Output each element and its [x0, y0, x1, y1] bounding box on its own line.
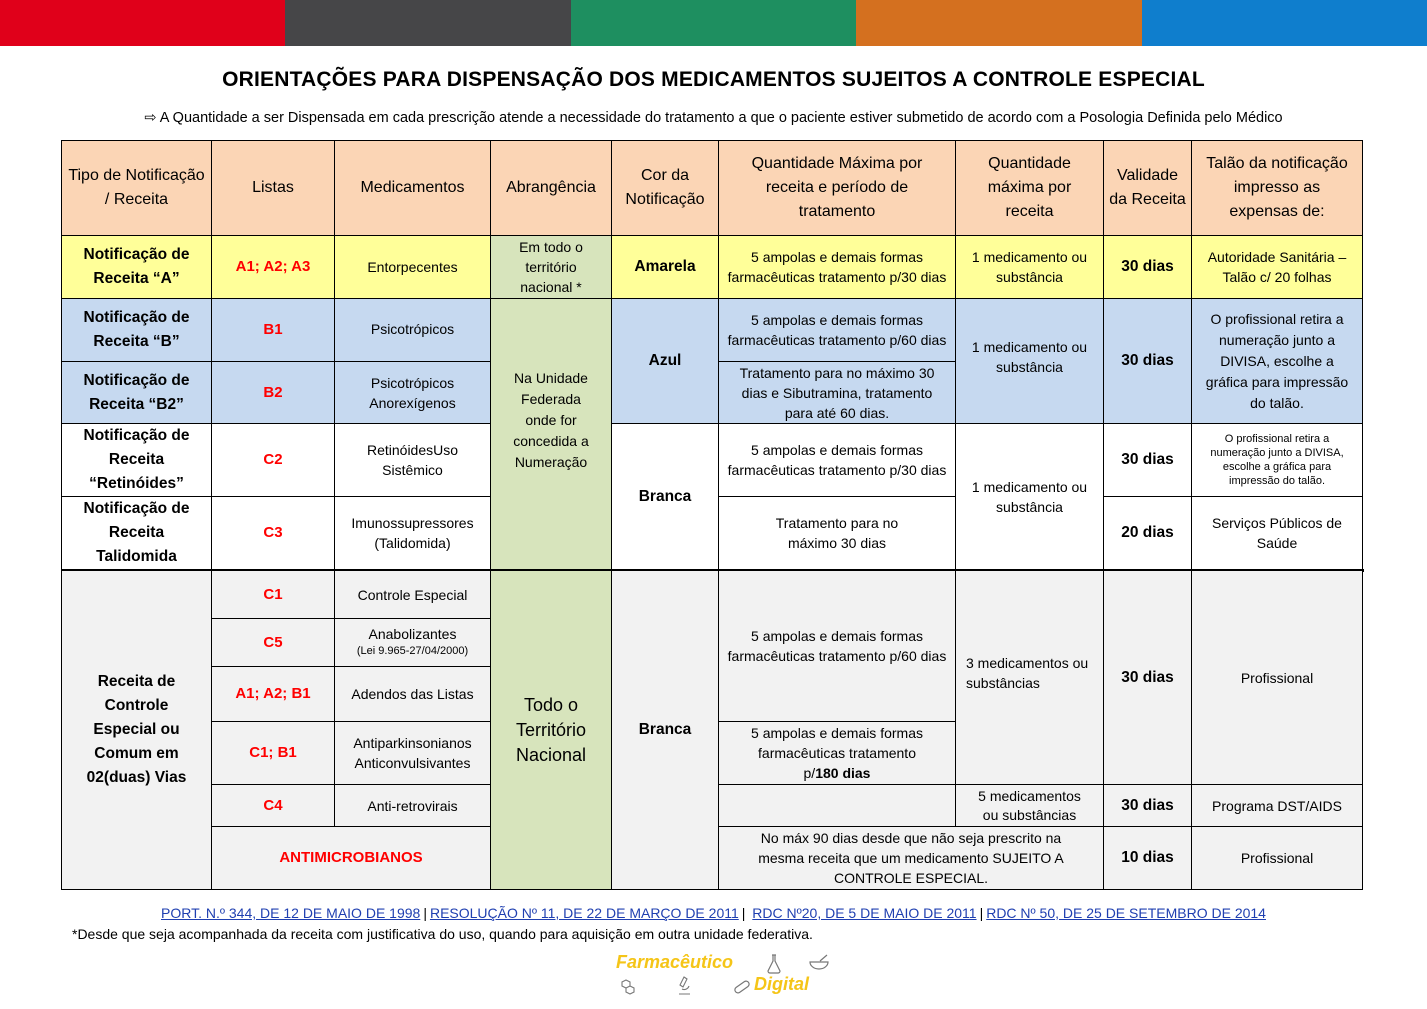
row-b2-tipo: Notificação de Receita “B2”	[61, 361, 212, 424]
special-validade-30: 30 dias	[1103, 570, 1192, 785]
arrow-right-icon: ⇨	[144, 110, 157, 126]
subtitle-text: A Quantidade a ser Dispensada em cada prescrição atende a necessidade do tratamento a que o paciente estiver submetido de acordo com a Posologia Definida pelo Médico	[159, 110, 1283, 126]
ref-rdc-20[interactable]: RDC Nº20, DE 5 DE MAIO DE 2011	[752, 905, 977, 921]
row-b2-listas: B2	[211, 361, 335, 424]
footnote: *Desde que seja acompanhada da receita com justificativa do uso, quando para aquisição em outra unidade federativa.	[72, 926, 813, 942]
header-cor: Cor da Notificação	[611, 140, 719, 236]
row-c2-talao: O profissional retira a numeração junto a DIVISA, escolhe a gráfica para impressão do talão.	[1191, 423, 1363, 497]
antimicrobianos-validade: 10 dias	[1103, 826, 1192, 890]
special-cor: Branca	[611, 570, 719, 890]
special-c5-medicamentos	[334, 618, 491, 667]
row-a-qtd-periodo: 5 ampolas e demais formas farmacêuticas tratamento p/30 dias	[718, 235, 956, 299]
logo-line2: Digital	[754, 974, 810, 994]
row-a-tipo: Notificação de Receita “A”	[61, 235, 212, 299]
special-c4-medicamentos: Anti-retrovirais	[334, 784, 491, 827]
group-b-validade: 30 dias	[1103, 298, 1192, 424]
header-qtd-periodo: Quantidade Máxima por receita e período de tratamento	[718, 140, 956, 236]
qtd-180-bold: 180 dias	[815, 765, 871, 781]
header-bar-orange	[856, 0, 1142, 46]
c5-medicamentos-note: (Lei 9.965-27/04/2000)	[356, 645, 469, 657]
header-tipo: Tipo de Notificação / Receita	[61, 140, 212, 236]
references	[0, 905, 1427, 921]
row-c3-qtd-periodo: Tratamento para no máximo 30 dias	[718, 496, 956, 570]
special-tipo: Receita de Controle Especial ou Comum em 02(duas) Vias	[61, 570, 212, 890]
row-b2-medicamentos: Psicotrópicos Anorexígenos	[334, 361, 491, 424]
group-c-qtd-max: 1 medicamento ou substância	[955, 423, 1104, 570]
row-a-cor: Amarela	[611, 235, 719, 299]
special-c1b1-medicamentos: Antiparkinsonianos Anticonvulsivantes	[334, 721, 491, 785]
row-c2-listas: C2	[211, 423, 335, 497]
header-medicamentos: Medicamentos	[334, 140, 491, 236]
row-c2-validade: 30 dias	[1103, 423, 1192, 497]
row-b-tipo: Notificação de Receita “B”	[61, 298, 212, 362]
header-bar-red	[0, 0, 285, 46]
special-c5-listas: C5	[211, 618, 335, 667]
logo-line1: Farmacêutico	[616, 952, 734, 972]
row-c2-tipo: Notificação de Receita “Retinóides”	[61, 423, 212, 497]
header-qtd-max: Quantidade máxima por receita	[955, 140, 1104, 236]
qtd-180-text	[741, 723, 933, 783]
special-c4-qtd-periodo	[718, 784, 956, 827]
special-a1a2b1-medicamentos: Adendos das Listas	[334, 666, 491, 722]
special-c4-talao: Programa DST/AIDS	[1191, 784, 1363, 827]
pill-icon	[732, 978, 752, 996]
row-a-abrangencia: Em todo o território nacional *	[490, 235, 612, 299]
row-b-listas: B1	[211, 298, 335, 362]
antimicrobianos-talao: Profissional	[1191, 826, 1363, 890]
special-c4-qtd-max: 5 medicamentos ou substâncias	[955, 784, 1104, 827]
header-talao: Talão da notificação impresso as expensas de:	[1191, 140, 1363, 236]
molecule-icon	[620, 978, 640, 996]
ref-separator: |	[423, 905, 427, 921]
ref-separator: |	[979, 905, 984, 921]
ref-separator: |	[741, 905, 746, 921]
group-b-talao: O profissional retira a numeração junto a DIVISA, escolhe a gráfica para impressão do talão.	[1191, 298, 1363, 424]
row-c3-validade: 20 dias	[1103, 496, 1192, 570]
group-b-cor: Azul	[611, 298, 719, 424]
header-abrangencia: Abrangência	[490, 140, 612, 236]
header-validade: Validade da Receita	[1103, 140, 1192, 236]
row-a-listas: A1; A2; A3	[211, 235, 335, 299]
mortar-icon	[808, 954, 830, 972]
special-antimicrobianos-label: ANTIMICROBIANOS	[211, 826, 491, 890]
group-b-qtd-max: 1 medicamento ou substância	[955, 298, 1104, 424]
antimicrobianos-qtd: No máx 90 dias desde que não seja prescrito na mesma receita que um medicamento SUJEITO A CONTROLE ESPECIAL.	[718, 826, 1104, 890]
special-abrangencia: Todo o Território Nacional	[490, 570, 612, 890]
row-a-talao: Autoridade Sanitária – Talão c/ 20 folhas	[1191, 235, 1363, 299]
header-bar-green	[571, 0, 856, 46]
special-c1-listas: C1	[211, 570, 335, 619]
ref-port-344[interactable]: PORT. N.º 344, DE 12 DE MAIO DE 1998	[161, 905, 421, 921]
abrangencia-uf: Na Unidade Federada onde for concedida a Numeração	[490, 298, 612, 570]
row-a-medicamentos: Entorpecentes	[334, 235, 491, 299]
page-title: ORIENTAÇÕES PARA DISPENSAÇÃO DOS MEDICAMENTOS SUJEITOS A CONTROLE ESPECIAL	[222, 68, 1205, 91]
flask-icon	[766, 954, 782, 974]
special-c1-medicamentos: Controle Especial	[334, 570, 491, 619]
header-bar-grey	[285, 0, 571, 46]
row-c3-tipo: Notificação de Receita Talidomida	[61, 496, 212, 570]
header-bar-blue	[1142, 0, 1427, 46]
special-qtd-periodo-180	[718, 721, 956, 785]
row-c3-talao: Serviços Públicos de Saúde	[1191, 496, 1363, 570]
subtitle	[0, 110, 1427, 126]
c5-medicamentos-label: Anabolizantes	[368, 626, 457, 642]
row-b-medicamentos: Psicotrópicos	[334, 298, 491, 362]
special-qtd-max-3: 3 medicamentos ou substâncias	[955, 570, 1104, 785]
special-talao-profissional: Profissional	[1191, 570, 1363, 785]
ref-rdc-50[interactable]: RDC Nº 50, DE 25 DE SETEMBRO DE 2014	[986, 905, 1266, 921]
row-c2-medicamentos: RetinóidesUso Sistêmico	[334, 423, 491, 497]
special-a1a2b1-listas: A1; A2; B1	[211, 666, 335, 722]
row-c3-listas: C3	[211, 496, 335, 570]
header-listas: Listas	[211, 140, 335, 236]
row-b-qtd-periodo: 5 ampolas e demais formas farmacêuticas tratamento p/60 dias	[718, 298, 956, 362]
special-c4-listas: C4	[211, 784, 335, 827]
row-c2-qtd-periodo: 5 ampolas e demais formas farmacêuticas tratamento p/30 dias	[718, 423, 956, 497]
ref-resolucao-11[interactable]: RESOLUÇÃO Nº 11, DE 22 DE MARÇO DE 2011	[429, 905, 739, 921]
qtd-180-prefix: 5 ampolas e demais formas farmacêuticas tratamento p/	[751, 725, 923, 781]
row-c3-medicamentos: Imunossupressores (Talidomida)	[334, 496, 491, 570]
row-a-qtd-max: 1 medicamento ou substância	[955, 235, 1104, 299]
special-qtd-periodo-60: 5 ampolas e demais formas farmacêuticas tratamento p/60 dias	[718, 570, 956, 722]
row-b2-qtd-periodo: Tratamento para no máximo 30 dias e Sibutramina, tratamento para até 60 dias.	[718, 361, 956, 424]
row-a-validade: 30 dias	[1103, 235, 1192, 299]
farmaceutico-digital-logo	[616, 952, 836, 998]
special-c1b1-listas: C1; B1	[211, 721, 335, 785]
microscope-icon	[676, 976, 692, 996]
group-c-cor: Branca	[611, 423, 719, 570]
special-c4-validade: 30 dias	[1103, 784, 1192, 827]
